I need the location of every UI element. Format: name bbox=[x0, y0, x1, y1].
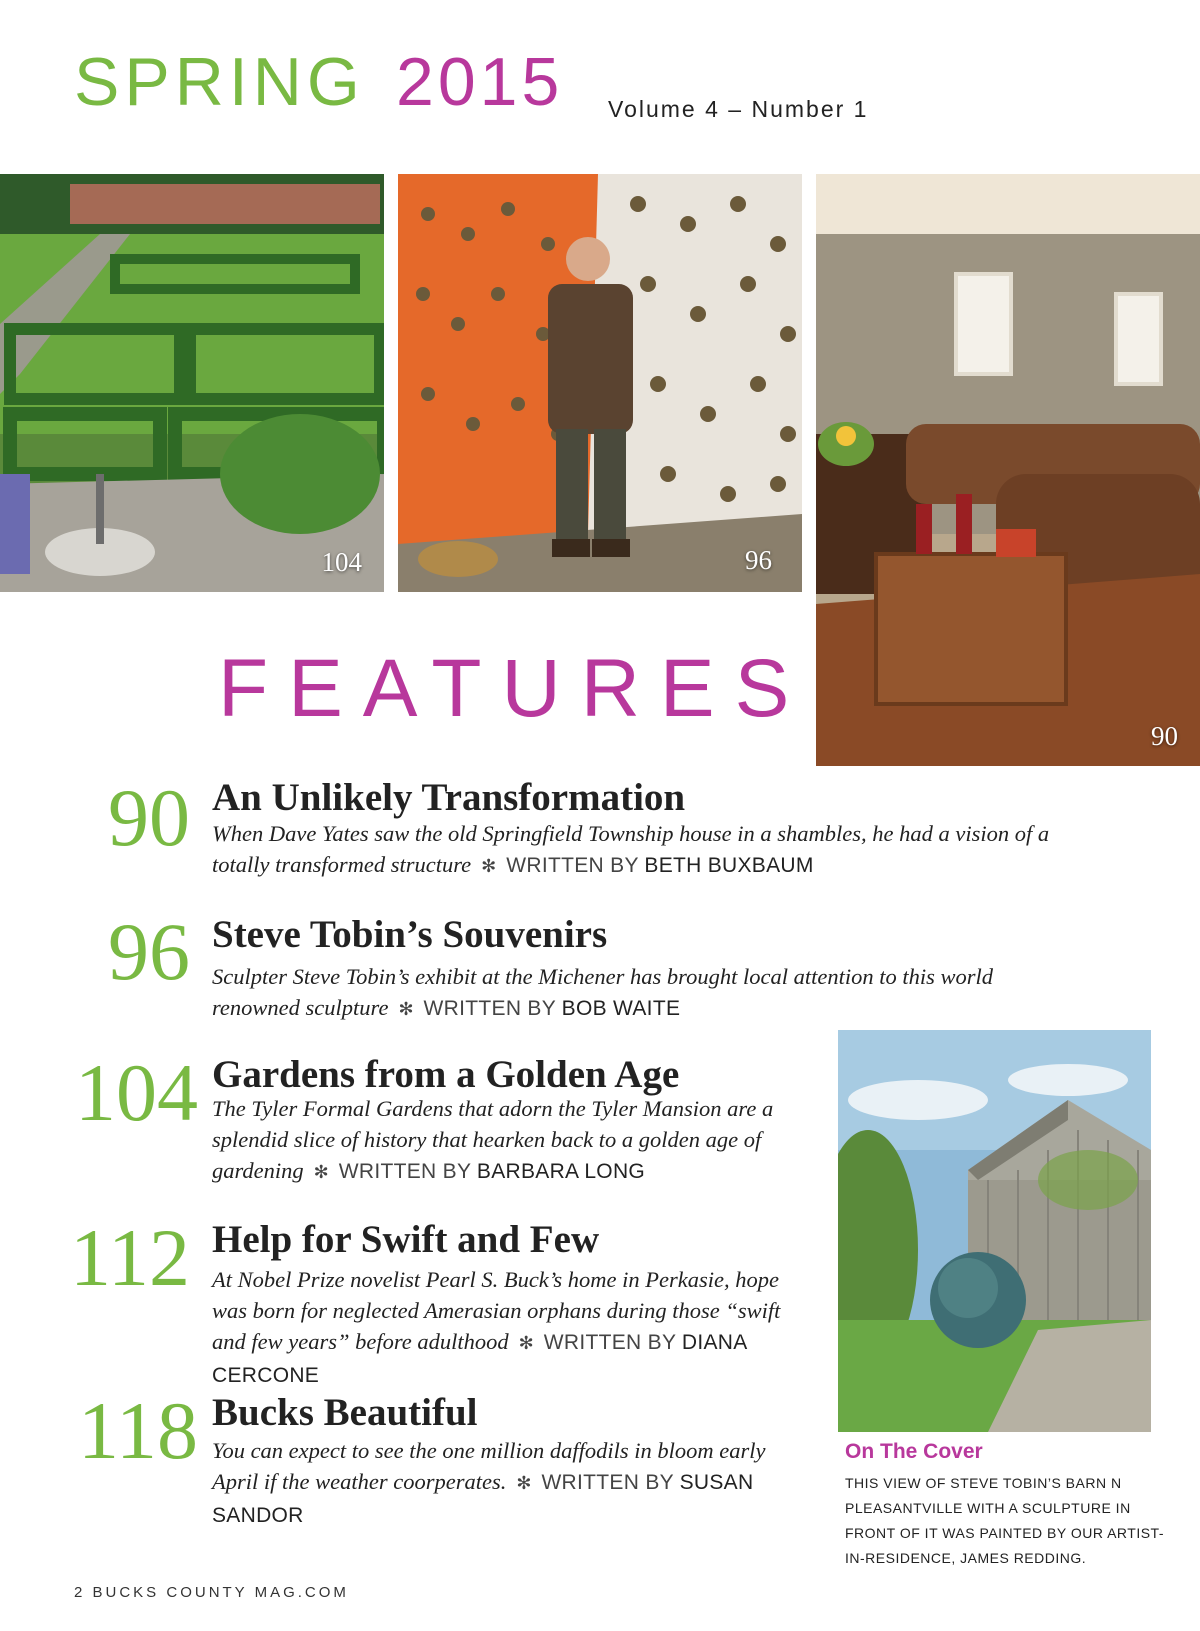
cover-caption: THIS VIEW OF STEVE TOBIN’S BARN N PLEASANTVILLE WITH A SCULPTURE IN FRONT OF IT WAS PAINTED BY OUR ARTIST-IN-RESIDENCE, JAMES REDDING. bbox=[845, 1475, 1165, 1566]
article-description bbox=[212, 961, 1072, 1025]
written-by-label: WRITTEN BY bbox=[543, 1331, 677, 1354]
written-by-label: WRITTEN BY bbox=[338, 1160, 472, 1183]
article-summary: At Nobel Prize novelist Pearl S. Buck’s home in Perkasie, hope was born for neglected Amerasian orphans during those “swift and few years” before adulthood bbox=[212, 1267, 781, 1354]
article-page-number: 90 bbox=[108, 772, 190, 863]
issue-year: 2015 bbox=[396, 44, 564, 120]
written-by-label: WRITTEN BY bbox=[506, 854, 639, 877]
separator-icon: ✻ bbox=[516, 1473, 532, 1494]
article-author: BARBARA LONG bbox=[476, 1160, 646, 1183]
separator-icon: ✻ bbox=[313, 1162, 329, 1183]
photo-page-number: 96 bbox=[745, 545, 772, 575]
article-description bbox=[212, 1435, 812, 1531]
written-by-label: WRITTEN BY bbox=[423, 997, 557, 1020]
season-label: SPRING bbox=[74, 44, 365, 120]
written-by-label: WRITTEN BY bbox=[541, 1471, 674, 1494]
article-page-number: 104 bbox=[75, 1047, 198, 1138]
separator-icon: ✻ bbox=[518, 1333, 534, 1354]
article-title[interactable]: An Unlikely Transformation bbox=[212, 776, 686, 819]
article-description bbox=[212, 1093, 782, 1188]
article-description bbox=[212, 1264, 812, 1391]
article-summary: You can expect to see the one million daffodils in bloom early April if the weather coorperates. bbox=[212, 1438, 766, 1494]
article-page-number: 96 bbox=[108, 906, 190, 997]
photo-page-number: 104 bbox=[321, 547, 362, 577]
volume-number: Volume 4 – Number 1 bbox=[608, 96, 869, 122]
photo-page-number: 90 bbox=[1151, 721, 1178, 751]
article-page-number: 118 bbox=[78, 1385, 198, 1476]
features-heading: FEATURES bbox=[218, 643, 810, 734]
article-page-number: 112 bbox=[70, 1212, 190, 1303]
article-title[interactable]: Steve Tobin’s Souvenirs bbox=[212, 913, 608, 956]
article-summary: When Dave Yates saw the old Springfield Township house in a shambles, he had a vision of a totally transformed structure bbox=[212, 821, 1050, 877]
article-author: SUSAN SANDOR bbox=[212, 1471, 754, 1527]
separator-icon: ✻ bbox=[398, 999, 414, 1020]
sculptor-studio-photo[interactable] bbox=[398, 174, 802, 592]
article-summary: The Tyler Formal Gardens that adorn the Tyler Mansion are a splendid slice of history that hearken back to a golden age of gardening bbox=[212, 1096, 774, 1183]
article-description bbox=[212, 818, 1112, 882]
cover-heading: On The Cover bbox=[845, 1440, 983, 1463]
separator-icon: ✻ bbox=[481, 856, 497, 877]
cover-painting[interactable] bbox=[838, 1030, 1151, 1432]
article-title[interactable]: Help for Swift and Few bbox=[212, 1218, 600, 1261]
formal-gardens-photo[interactable] bbox=[0, 174, 384, 592]
article-title[interactable]: Bucks Beautiful bbox=[212, 1391, 478, 1434]
article-author: DIANA CERCONE bbox=[212, 1331, 747, 1387]
page-footer: 2 BUCKS COUNTY MAG.COM bbox=[74, 1584, 349, 1601]
living-room-photo[interactable] bbox=[816, 174, 1200, 766]
article-author: BETH BUXBAUM bbox=[644, 854, 814, 877]
article-author: BOB WAITE bbox=[561, 997, 681, 1020]
article-summary: Sculpter Steve Tobin’s exhibit at the Michener has brought local attention to this world renowned sculpture bbox=[212, 964, 993, 1020]
article-title[interactable]: Gardens from a Golden Age bbox=[212, 1053, 680, 1096]
